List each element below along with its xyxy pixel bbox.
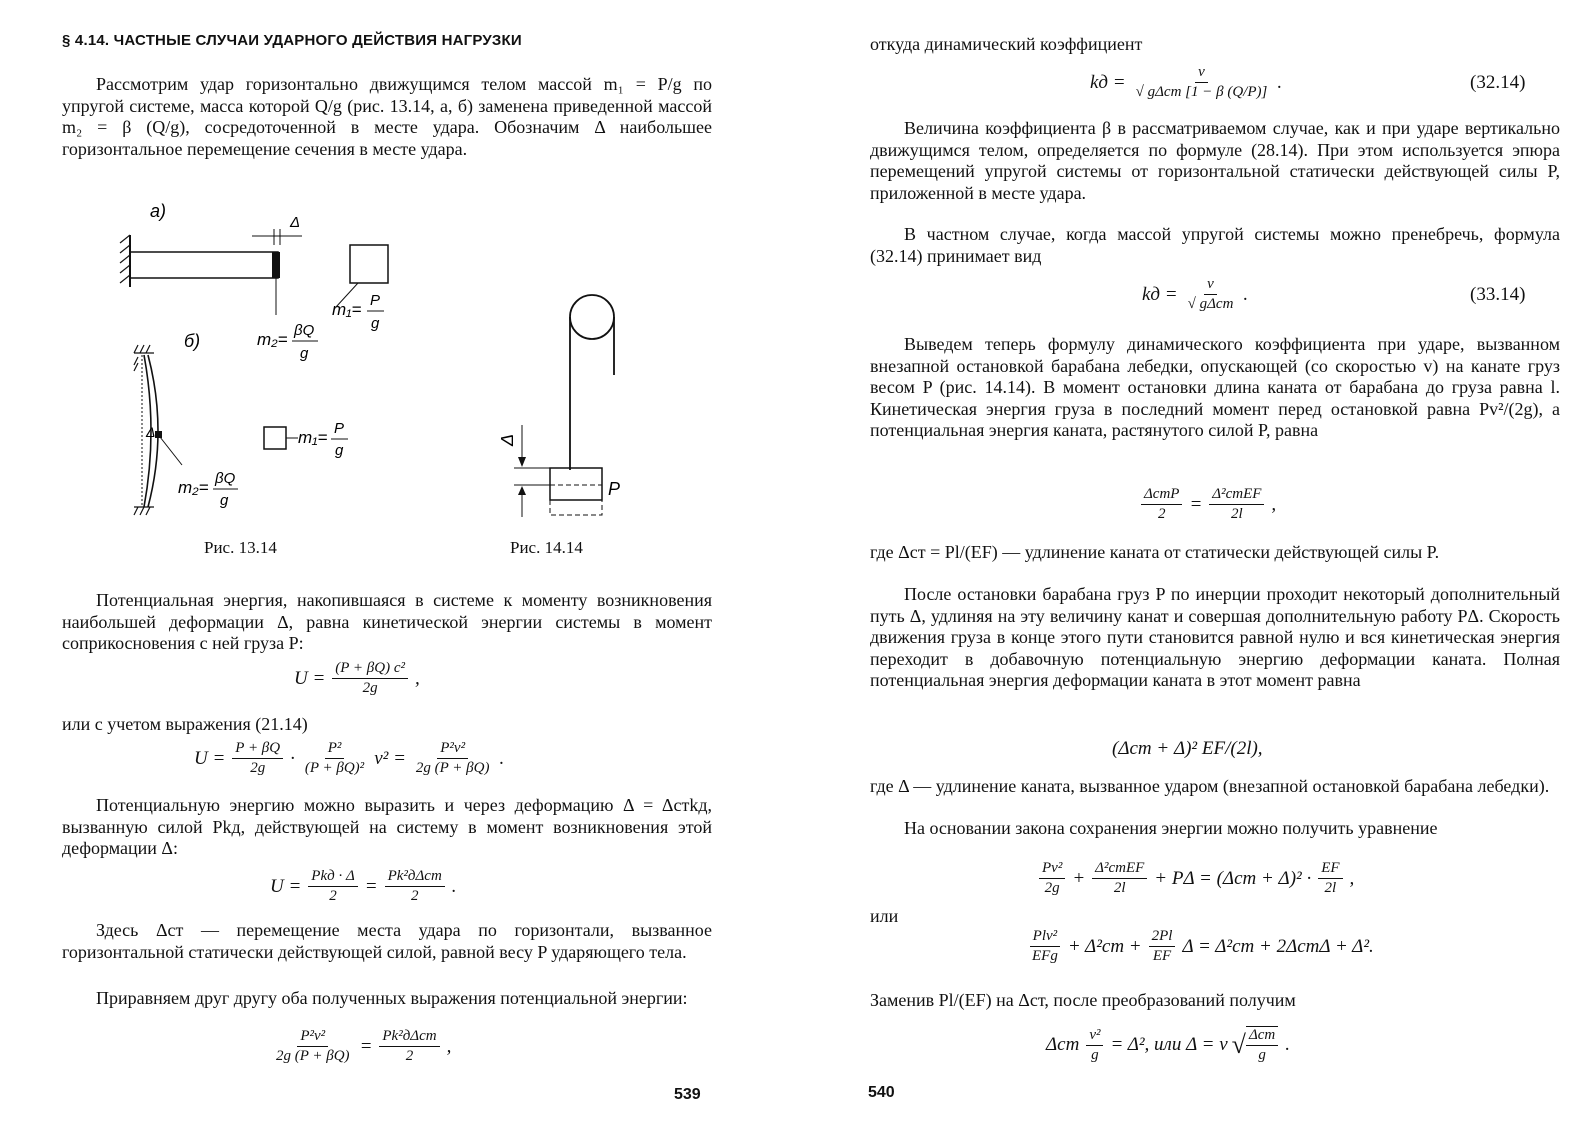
page-number: 539 — [674, 1086, 701, 1103]
paragraph: Здесь Δст — перемещение места удара по горизонтали, вызванное горизонтальной статически действующей силой, равной весу P ударяющего тела. — [62, 920, 712, 962]
equation-number: (33.14) — [1470, 284, 1526, 305]
figure-14-14 — [492, 285, 652, 525]
svg-text:βQ: βQ — [215, 470, 236, 487]
formula: $\frac{\text{Plv²}}{\text{EFg}}$ + Δ²ст + $\frac{2Pl}{EF}$ Δ = Δ²ст + 2ΔстΔ + Δ². — [1026, 928, 1374, 965]
load-label: P — [608, 479, 621, 499]
formula: U = $\frac{P + \beta Q}{2g}$ · $\frac{\text{P²}}{\text{(P + βQ)²}}$ v² = $\frac{\text{P²v²}}{2g (P + \beta Q)}$ . — [194, 740, 505, 776]
formula: $\frac{\text{P²v²}}{2g (P + \beta Q)}$ = $\frac{\text{Pk²дΔст}}{2}$ , — [276, 1028, 452, 1064]
svg-text:g: g — [300, 345, 309, 362]
formula: (Δст + Δ)² EF/(2l), — [1112, 738, 1263, 759]
svg-text:g: g — [220, 492, 229, 509]
paragraph: или — [870, 906, 899, 926]
paragraph: где Δст = Pl/(EF) — удлинение каната от статически действующей силы P. — [870, 542, 1440, 562]
formula: kд = $\frac{v}{\text{√ gΔст [1 − β (Q/P)]}}$ . — [1090, 64, 1283, 100]
equation-number: (32.14) — [1470, 72, 1526, 93]
left-page — [62, 0, 712, 1148]
svg-text:g: g — [371, 315, 380, 332]
paragraph: В частном случае, когда массой упругой системы можно пренебречь, формула (32.14) принимает вид — [870, 224, 1560, 266]
right-page — [868, 0, 1560, 1148]
fig-label-b: б) — [184, 331, 201, 351]
figure-caption: Рис. 14.14 — [510, 538, 583, 557]
paragraph: Потенциальную энергию можно выразить и через деформацию Δ = Δстkд, вызванную силой Pkд, действующей на систему в момент возникновения этой деформации Δ: — [62, 795, 712, 858]
fig-label-a: а) — [150, 201, 167, 221]
svg-text:βQ: βQ — [294, 322, 315, 339]
svg-text:P: P — [370, 292, 381, 309]
paragraph: или с учетом выражения (21.14) — [62, 714, 308, 734]
figure-13-14 — [112, 195, 412, 540]
paragraph: Приравняем друг другу оба полученных выражения потенциальной энергии: — [96, 988, 688, 1008]
paragraph: Заменив Pl/(EF) на Δст, после преобразований получим — [870, 990, 1296, 1010]
formula: U = $\frac{\text{Pkд · Δ}}{2}$ = $\frac{\text{Pk²дΔст}}{2}$ . — [270, 868, 457, 904]
paragraph: где Δ — удлинение каната, вызванное ударом (внезапной остановкой барабана лебедки). — [870, 776, 1550, 796]
formula: U = $\frac{\text{(P + βQ) c²}}{2g}$ , — [294, 660, 420, 696]
m1-label: m₁= — [332, 300, 362, 319]
svg-text:P: P — [334, 420, 345, 437]
m2-label: m₂= — [257, 330, 288, 349]
figure-caption: Рис. 13.14 — [204, 538, 277, 557]
section-heading: § 4.14. ЧАСТНЫЕ СЛУЧАИ УДАРНОГО ДЕЙСТВИЯ НАГРУЗКИ — [62, 32, 522, 49]
formula: $\frac{\text{Pv²}}{2g}$ + $\frac{\text{Δ²стEF}}{2l}$ + PΔ = (Δст + Δ)² · $\frac{EF}{2l}$ , — [1036, 860, 1354, 897]
page-number: 540 — [868, 1084, 895, 1101]
formula: $\frac{\text{ΔстP}}{2}$ = $\frac{\text{Δ²стEF}}{2l}$ , — [1138, 486, 1276, 523]
delta-label: Δ — [497, 433, 517, 446]
formula: kд = $\frac{v}{\text{√ gΔст}}$ . — [1142, 276, 1249, 312]
paragraph: Рассмотрим удар горизонтально движущимся телом массой m₁ = P/g по упругой системе, масса которой Q/g (рис. 13.14, а, б) заменена приведенной массой m₂ = β (Q/g), сосредоточенной в месте удара. Обозначим Δ наибольшее горизонтальное перемещение сечения в месте удара. — [62, 74, 712, 159]
paragraph: На основании закона сохранения энергии можно получить уравнение — [904, 818, 1438, 838]
svg-text:g: g — [335, 442, 344, 459]
delta-label: Δ — [290, 214, 301, 231]
paragraph: После остановки барабана груз P по инерции проходит некоторый дополнительный путь Δ, удлиняя на эту величину канат и совершая дополнительную работу PΔ. Скорость движения груза в конце этого пути становится равной нулю и вся кинетическая энергия переходит в добавочную потенциальную энергию деформации каната. Полная потенциальная энергия деформации каната в этот момент равна — [870, 584, 1560, 690]
formula: Δст $\frac{\text{v²}}{g}$ = Δ², или Δ = v √ $\frac{\text{Δст}}{g}$ . — [1046, 1026, 1290, 1063]
paragraph: Выведем теперь формулу динамического коэффициента при ударе, вызванном внезапной остановкой барабана лебедки, опускающей (со скоростью v) на канате груз весом P (рис. 14.14). В момент остановки длина каната от барабана до груза равна l. Кинетическая энергия груза в последний момент перед остановкой равна Pv²/(2g), а потенциальная энергия каната, растянутого силой P, равна — [870, 334, 1560, 440]
svg-text:m₁=: m₁= — [298, 428, 328, 447]
svg-text:m₂=: m₂= — [178, 478, 209, 497]
paragraph: Величина коэффициента β в рассматриваемом случае, как и при ударе вертикально движущимся телом, определяется по формуле (28.14). При этом используется эпюра перемещений упругой системы от горизонтальной статически действующей силы P, приложенной в месте удара. — [870, 118, 1560, 203]
paragraph: откуда динамический коэффициент — [870, 34, 1143, 54]
svg-text:Δ: Δ — [146, 424, 156, 440]
paragraph: Потенциальная энергия, накопившаяся в системе к моменту возникновения наибольшей деформации Δ, равна кинетической энергии системы в момент соприкосновения с ней груза P: — [62, 590, 712, 653]
